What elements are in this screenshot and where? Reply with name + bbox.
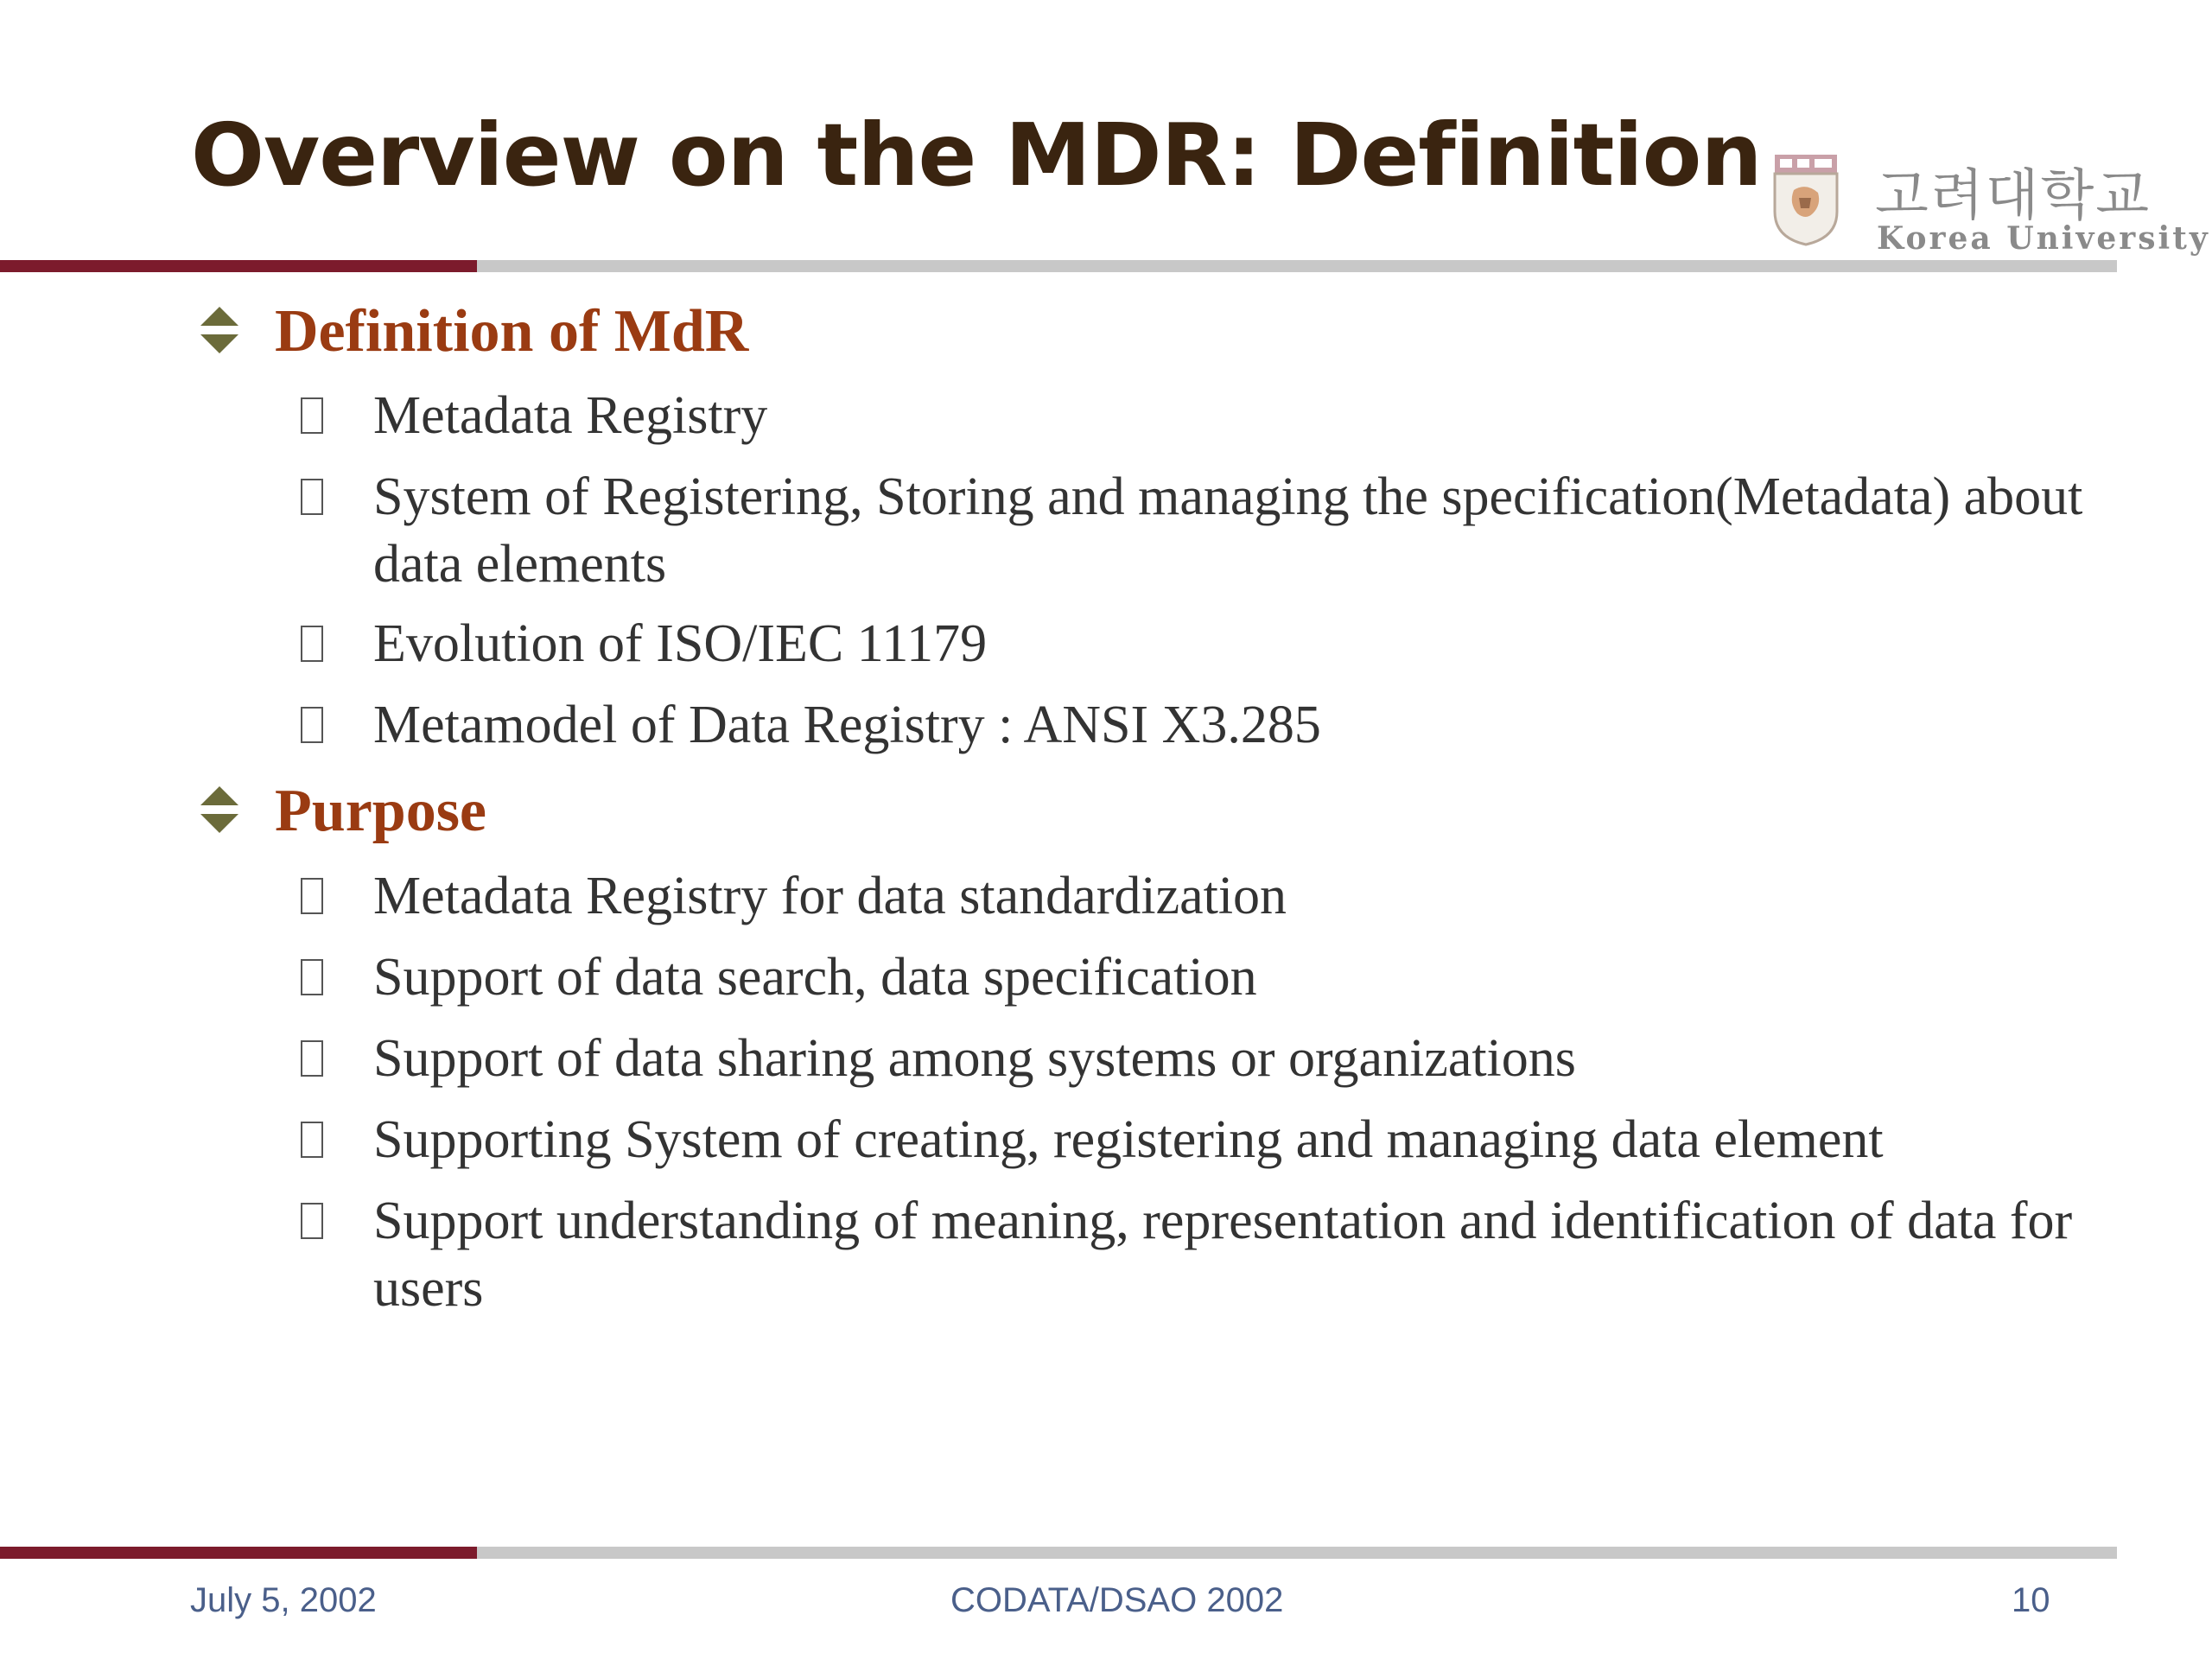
logo-korean-text: 고려대학교 [1875, 164, 2152, 228]
list-item: Evolution of ISO/IEC 11179 [373, 610, 2084, 677]
footer-page-number: 10 [2012, 1581, 2050, 1619]
list-item: System of Registering, Storing and managing the specification(Metadata) about data elements [373, 463, 2084, 598]
list-item: Support understanding of meaning, representation and identification of data for users [373, 1187, 2084, 1322]
diamond-bullet-icon [199, 305, 240, 355]
list-item: Supporting System of creating, registering and managing data element [373, 1106, 2084, 1173]
footer-date: July 5, 2002 [190, 1581, 377, 1619]
square-bullet-icon [301, 1203, 323, 1239]
diamond-bullet-icon [199, 785, 240, 835]
square-bullet-icon [301, 1040, 323, 1077]
logo-english-text: Korea University [1877, 220, 2210, 257]
square-bullet-icon [301, 397, 323, 434]
square-bullet-icon [301, 878, 323, 914]
footer-event: CODATA/DSAO 2002 [950, 1581, 1284, 1619]
list-item: Metadata Registry for data standardization [373, 862, 2084, 930]
list-item: Metamodel of Data Registry : ANSI X3.285 [373, 691, 2084, 759]
university-logo [1771, 151, 2210, 264]
list-item: Support of data sharing among systems or organizations [373, 1025, 2084, 1092]
square-bullet-icon [301, 707, 323, 743]
square-bullet-icon [301, 626, 323, 662]
footer-divider [0, 1547, 2117, 1559]
title-divider [0, 260, 2117, 272]
square-bullet-icon [301, 959, 323, 995]
section-heading: Definition of MdR [275, 298, 749, 365]
square-bullet-icon [301, 479, 323, 515]
list-item: Support of data search, data specification [373, 944, 2084, 1011]
seal-icon [1771, 151, 1840, 246]
square-bullet-icon [301, 1122, 323, 1158]
slide-title: Overview on the MDR: Definition [191, 105, 1762, 206]
section-heading: Purpose [275, 778, 486, 844]
list-item: Metadata Registry [373, 382, 2084, 449]
